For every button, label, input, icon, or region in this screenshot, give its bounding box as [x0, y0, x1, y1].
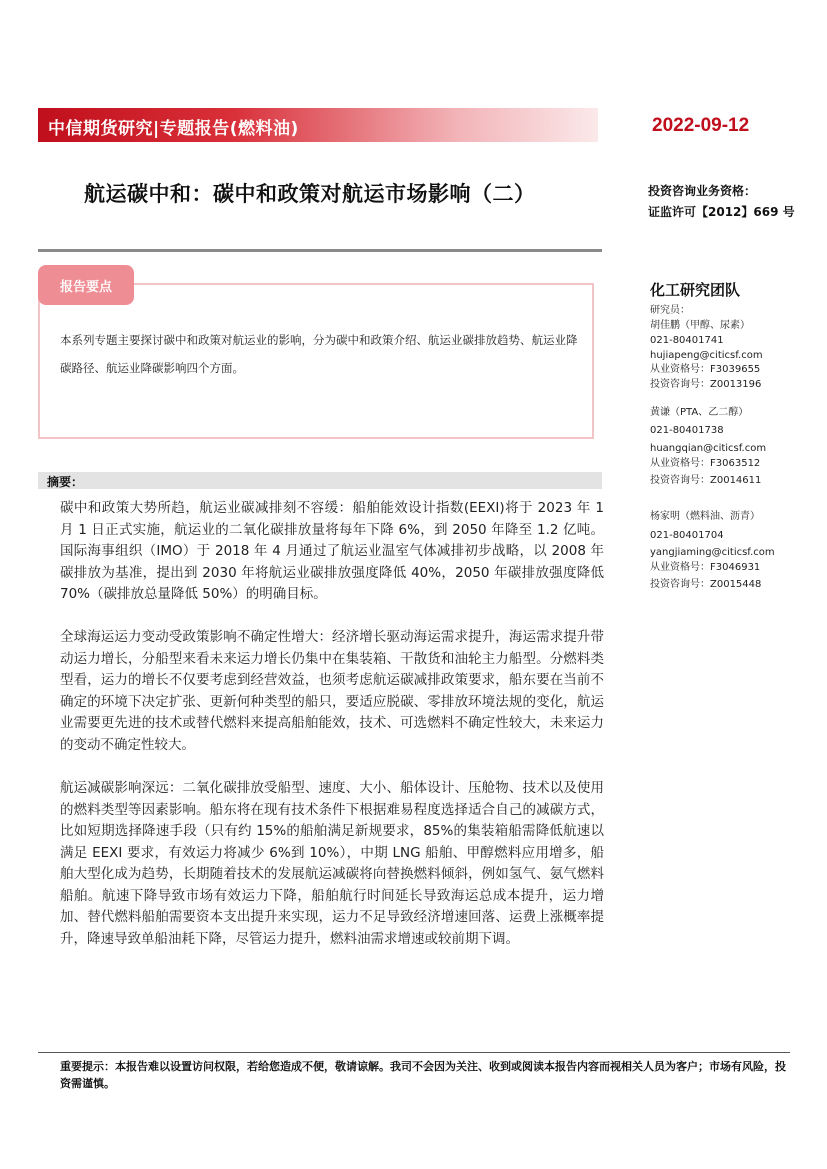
analyst-consult-number: 投资咨询号：Z0014611 — [650, 475, 762, 486]
report-title: 航运碳中和：碳中和政策对航运市场影响（二） — [84, 182, 536, 206]
analyst-name: 胡佳鹏（甲醇、尿素） — [650, 320, 750, 331]
analyst-email[interactable]: yangjiaming@citicsf.com — [650, 547, 775, 558]
analyst-email[interactable]: hujiapeng@citicsf.com — [650, 350, 763, 361]
abstract-paragraph: 碳中和政策大势所趋，航运业碳减排刻不容缓：船舶能效设计指数(EEXI)将于 2023 年 1 月 1 日正式实施，航运业的二氧化碳排放量将每年下降 6%，到 2050 年降至 1.2 亿吨。国际海事组织（IMO）于 2018 年 4 月通过了航运业温室气体减排初步战略，以 2008 年碳排放为基准，提出到 2030 年将航运业碳排放强度降低 40%，2050 年碳排放强度降低 70%（碳排放总量降低 50%）的明确目标。 — [60, 500, 604, 602]
analyst-consult-number: 投资咨询号：Z0015448 — [650, 579, 762, 590]
key-points-tag: 报告要点 — [38, 265, 134, 305]
footer-disclaimer: 重要提示：本报告难以设置访问权限，若给您造成不便，敬请谅解。我司不会因为关注、收到或阅读本报告内容而视相关人员为客户；市场有风险，投资需谨慎。 — [60, 1060, 786, 1090]
analyst-name: 杨家明（燃料油、沥青） — [650, 511, 760, 522]
title-divider — [38, 249, 602, 252]
footer-divider — [38, 1052, 790, 1053]
abstract-header-bar — [38, 472, 602, 489]
abstract-paragraph: 航运减碳影响深远：二氧化碳排放受船型、速度、大小、船体设计、压舱物、技术以及使用的燃料类型等因素影响。船东将在现有技术条件下根据难易程度选择适合自己的减碳方式，比如短期选择降速手段（只有约 15%的船舶满足新规要求，85%的集装箱船需降低航速以满足 EEXI 要求，有效运力将减少 6%到 10%），中期 LNG 船舶、甲醇燃料应用增多，船舶大型化成为趋势，长期随着技术的发展航运减碳将向替换燃料倾斜，例如氢气、氨气燃料船舶。航速下降导致市场有效运力下降，船舶航行时间延长导致海运总成本提升，运力增加、替代燃料船舶需要资本支出提升来实现，运力不足导致经济增速回落、运费上涨概率提升，降速导致单船油耗下降，尽管运力提升，燃料油需求增速或较前期下调。 — [60, 780, 604, 947]
analyst-consult-number: 投资咨询号：Z0013196 — [650, 379, 762, 390]
team-title: 化工研究团队 — [650, 281, 741, 299]
report-date: 2022-09-12 — [652, 115, 750, 136]
analyst-qualification: 从业资格号：F3046931 — [650, 562, 761, 573]
report-series-label: 中信期货研究|专题报告(燃料油) — [48, 119, 299, 139]
analyst-phone: 021-80401704 — [650, 530, 724, 541]
analyst-email[interactable]: huangqian@citicsf.com — [650, 443, 767, 454]
analyst-qualification: 从业资格号：F3039655 — [650, 364, 761, 375]
abstract-label: 摘要： — [47, 475, 84, 489]
analyst-qualification: 从业资格号：F3063512 — [650, 458, 761, 469]
key-points-text: 本系列专题主要探讨碳中和政策对航运业的影响，分为碳中和政策介绍、航运业碳排放趋势、航运业降碳路径、航运业降碳影响四个方面。 — [60, 333, 578, 375]
abstract-paragraph: 全球海运运力变动受政策影响不确定性增大：经济增长驱动海运需求提升，海运需求提升带动运力增长，分船型来看未来运力增长仍集中在集装箱、干散货和油轮主力船型。分燃料类型看，运力的增长不仅要考虑到经营效益，也须考虑航运碳减排政策要求，船东要在当前不确定的环境下决定扩张、更新何种类型的船只，要适应脱碳、零排放环境法规的变化，航运业需要更先进的技术或替代燃料来提高船舶能效，技术、可选燃料不确定性较大，未来运力的变动不确定性较大。 — [60, 629, 604, 753]
analyst-name: 黄谦（PTA、乙二醇） — [650, 407, 749, 418]
license-label: 投资咨询业务资格： — [648, 184, 757, 198]
analyst-phone: 021-80401738 — [650, 425, 724, 436]
researcher-label: 研究员： — [650, 305, 690, 316]
analyst-phone: 021-80401741 — [650, 335, 724, 346]
license-number: 证监许可【2012】669 号 — [648, 205, 795, 219]
